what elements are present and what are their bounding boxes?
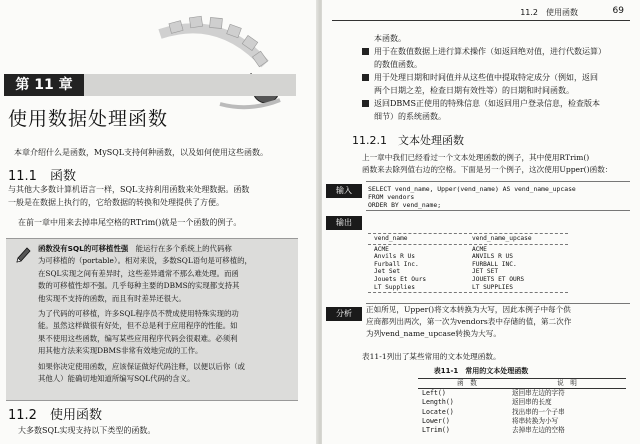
- table-row: Anvils R Us ANVILS R US: [374, 253, 513, 261]
- table-row: LT Supplies LT SUPPLIES: [374, 283, 513, 291]
- list-item: 用于在数值数据上进行算术操作（如返回绝对值，进行代数运算） 的数值函数。: [362, 45, 632, 71]
- input-label: 输入: [326, 184, 362, 198]
- list-item: 用于处理日期和时间值并从这些值中提取特定成分（例如，返回 两个日期之差，检查日期有效性等）的日期和时间函数。: [362, 71, 632, 97]
- table-row: Jouets Et Ours JOUETS ET OURS: [374, 275, 525, 283]
- chapter-title: 使用数据处理函数: [8, 108, 169, 130]
- paragraph-functions: 与其他大多数计算机语言一样，SQL支持利用函数来处理数据。函数 一般是在数据上执行的，它给数据的转换和处理提供了方便。: [8, 185, 250, 207]
- pencil-icon: [14, 245, 32, 265]
- table-row: Lower() 将串转换为小写: [422, 416, 559, 425]
- table-header-row: 函 数 说 明: [418, 378, 626, 389]
- table-row: Left() 返回串左边的字符: [422, 389, 565, 398]
- table-row: LTrim() 去掉串左边的空格: [422, 426, 565, 435]
- paragraph-upper-example: 上一章中我们已经看过一个文本处理函数的例子，其中使用RTrim() 函数来去除列值右边的空格。下面是另一个例子，这次使用Upper()函数：: [362, 153, 613, 174]
- paragraph-rtrim-example: 在前一章中用来去掉串尾空格的RTrim()就是一个函数的例子。: [18, 218, 242, 227]
- analysis-paragraph: 正如所见，Upper()将文本转换为大写，因此本例子中每个供 应商都列出两次，第一次为vendors表中存储的值，第二次作 为列vend_name_upcase转换为大写。: [366, 305, 572, 338]
- tip-title: 函数没有SQL的可移植性强: [38, 244, 129, 253]
- section-heading-11-2: 11.2 使用函数: [8, 408, 102, 423]
- function-type-list: [362, 32, 632, 123]
- portability-tip-box: [6, 238, 298, 401]
- section-heading-11-1: 11.1 函数: [8, 169, 76, 184]
- output-label: 输出: [326, 216, 362, 230]
- page-number: 69: [612, 6, 624, 16]
- paragraph-function-types: 大多数SQL实现支持以下类型的函数。: [18, 426, 156, 435]
- chapter-decoration-graphic: [150, 4, 290, 124]
- bullet-square-icon: [362, 100, 369, 107]
- running-header: [332, 4, 630, 21]
- list-item: 返回DBMS正使用的特殊信息（如返回用户登录信息，检查版本 细节）的系统函数。: [362, 97, 632, 123]
- left-page: [0, 0, 318, 444]
- analysis-label: 分析: [326, 307, 362, 321]
- table-caption: 表11-1 常用的文本处理函数: [433, 367, 529, 375]
- table-row: Length() 返回串的长度: [422, 398, 552, 407]
- list-item: 本函数。: [374, 34, 406, 43]
- chapter-intro: 本章介绍什么是函数，MySQL支持何种函数，以及如何使用这些函数。: [14, 148, 269, 157]
- table-row: Jet Set JET SET: [374, 268, 499, 276]
- output-table: [368, 232, 568, 294]
- tip-content: 函数没有SQL的可移植性强 能运行在多个系统上的代码称 为可移植的（portable）。相对来说，多数SQL语句是可移植的， 在SQL实现之间有差异时，这些差异通常不那么难处理。而函 数的可移植性却不强。几乎每种主要的DBMS的实现都支持其 他实现不支持的函数，而且有时差异还很大。 为了代码的可移植，许多SQL程序员不赞成使用特殊实现的功 能。虽然这样做很有好处，但不总是利于应用程序的性能。如 果不使用这些函数，编写某些应用程序代码会很艰难。必须利 用其他方法来实现DBMS非常有效地完成的工作。 如果你决定使用函数，应该保证做好代码注释，以便以后你（或 其他人）能确切地知道所编写SQL代码的含义。: [38, 244, 252, 384]
- bullet-square-icon: [362, 74, 369, 81]
- table-row: Furball Inc. FURBALL INC.: [374, 260, 517, 268]
- output-header-row: vend_name vend_name_upcase: [374, 235, 532, 242]
- bullet-square-icon: [362, 48, 369, 55]
- section-heading-11-2-1: 11.2.1 文本处理函数: [352, 134, 464, 147]
- right-page: [322, 0, 640, 444]
- table-row: Locate() 找出串的一个子串: [422, 407, 565, 416]
- sql-code-block: SELECT vend_name, Upper(vend_name) AS vend_name_upcase FROM vendors ORDER BY vend_name;: [366, 181, 630, 211]
- header-section: 11.2 使用函数: [520, 8, 578, 17]
- text-function-table: [418, 378, 626, 435]
- paragraph-table-intro: 表11-1列出了某些常用的文本处理函数。: [362, 352, 501, 361]
- chapter-number: 第 11 章: [4, 74, 84, 96]
- table-row: ACME ACME: [374, 245, 487, 253]
